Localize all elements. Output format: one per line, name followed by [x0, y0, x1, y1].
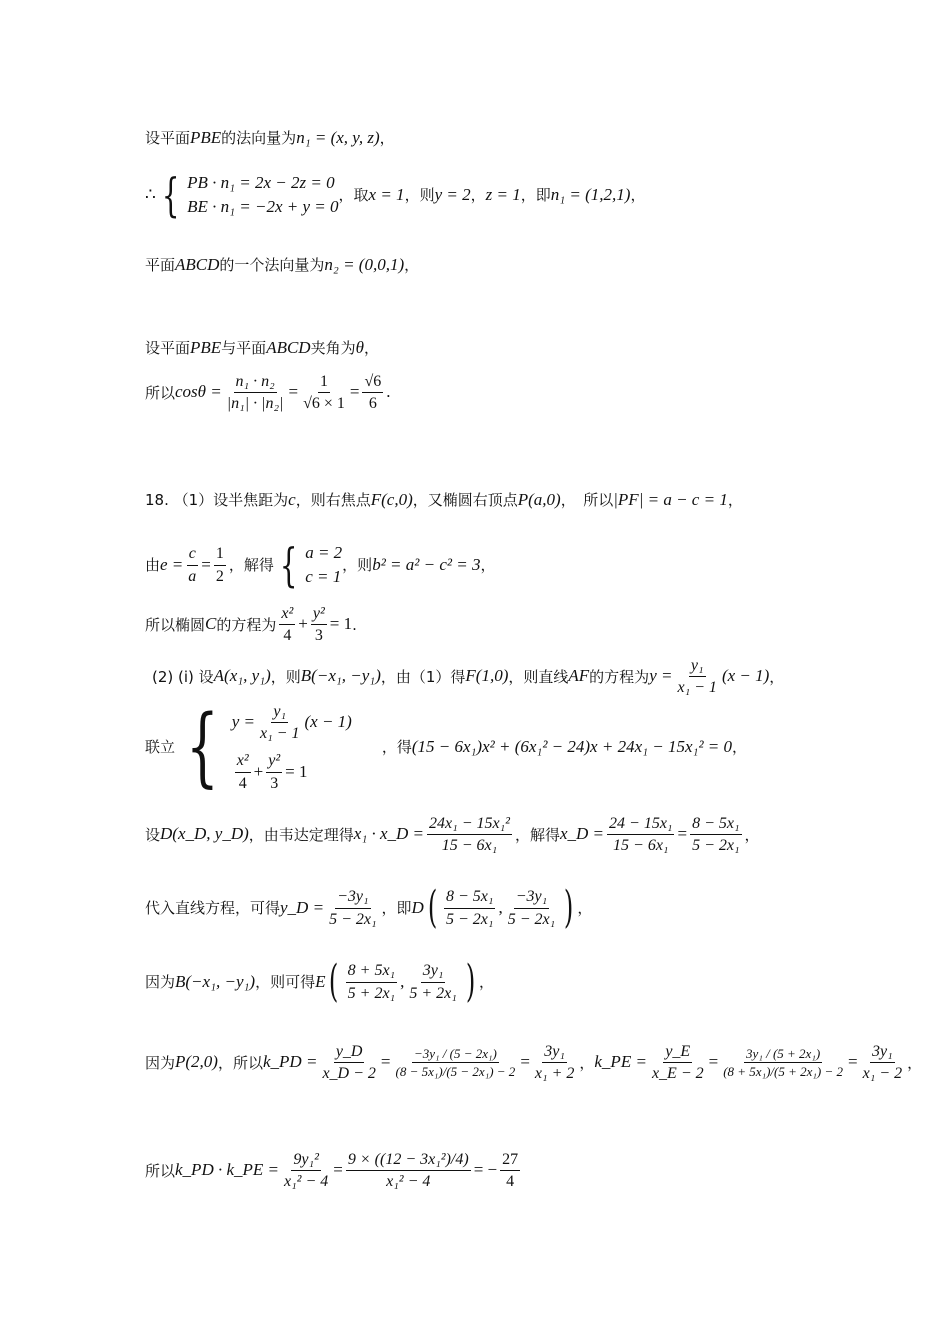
text: ，	[579, 1053, 595, 1072]
math: F(1,0)	[465, 666, 509, 686]
math: ABCD	[266, 338, 311, 357]
text: ，	[470, 186, 486, 204]
fraction: $\frac{y\_D}{x\_D - 2}$	[322, 1043, 376, 1083]
math: k_PD =	[263, 1052, 318, 1072]
math: E	[315, 971, 326, 991]
math: =	[349, 382, 360, 402]
text: 所以	[145, 1161, 176, 1180]
math: n₂ = (0,0,1)	[324, 255, 405, 274]
text: ， 所以	[560, 491, 614, 510]
fraction: $\frac{1}{√6 \times 1}$	[303, 373, 345, 413]
fraction: $\frac{y\_E}{x\_E - 2}$	[651, 1043, 704, 1083]
text: ，	[727, 491, 743, 510]
fraction: $\frac{\text{8 + 5x₁}}{\text{5 + 2x₁}}$	[347, 962, 396, 1002]
equation-system: y = $\frac{\text{y₁}}{\text{x₁ − 1}}$ (x − 1) $\frac{\text{x²}}{4}$ + $\frac{\text{y²}}{3}$ = 1	[231, 703, 352, 792]
fraction: $\frac{\text{y²}}{3}$	[312, 605, 325, 645]
left-paren: (	[427, 882, 438, 933]
line-cos-theta	[145, 372, 391, 413]
text: ，即	[381, 899, 412, 917]
text: ，取	[338, 186, 369, 204]
line-normal-vector-abcd	[145, 255, 419, 275]
math: +	[298, 614, 308, 634]
text: ，即	[520, 186, 551, 204]
math: x_D =	[559, 824, 605, 844]
fraction: $\frac{1}{2}$	[215, 545, 224, 585]
line-angle-theta	[145, 338, 379, 358]
text: ，所以	[217, 1053, 263, 1072]
math: ,	[498, 897, 503, 917]
fraction: $\frac{c}{a}$	[188, 545, 197, 585]
text: (2) (i) 设	[152, 667, 214, 686]
text: ，	[363, 339, 379, 358]
line-part2-setup	[152, 656, 784, 697]
text: 的方程为	[216, 615, 277, 634]
text: ，则	[342, 556, 373, 574]
text: ，得	[381, 738, 412, 757]
math: ,	[400, 971, 405, 991]
fraction: $\frac{\text{3y₁ / (5 + 2x₁)}}{\text{(8 + 5x₁)/(5 + 2x₁) − 2}}$	[723, 1045, 844, 1080]
math: D	[411, 897, 424, 917]
text: 平面	[145, 256, 176, 275]
math: b² = a² − c² = 3	[372, 554, 481, 574]
text: .	[352, 615, 357, 634]
text: ，则直线	[508, 667, 569, 686]
fraction: $\frac{\text{x²}}{4}$	[281, 605, 294, 645]
text: 联立	[145, 738, 176, 757]
text: ，又椭圆右顶点	[412, 491, 518, 510]
text: ，则可得	[255, 973, 316, 991]
math: D(x_D, y_D)	[160, 824, 249, 844]
fraction: $\frac{\text{24 − 15x₁}}{\text{15 − 6x₁}}$	[609, 815, 673, 855]
text: 的一个法向量为	[219, 256, 325, 275]
math: F(c,0)	[370, 490, 413, 509]
math: P(2,0)	[175, 1052, 218, 1072]
text: ，则右焦点	[295, 491, 371, 510]
math: =	[201, 554, 211, 574]
math: y =	[649, 666, 673, 686]
fraction: $\frac{\text{n₁ · n₂}}{\text{|n₁| · |n₂|}}$	[226, 373, 284, 413]
text: 由	[145, 556, 161, 574]
text: ，由韦达定理得	[248, 825, 354, 844]
text: 所以椭圆	[145, 615, 206, 634]
math: (15 − 6x₁)x² + (6x₁² − 24)x + 24x₁ − 15x₁² = 0	[411, 737, 733, 757]
text: ，则	[270, 667, 301, 686]
text: 18. （1）设半焦距为	[145, 491, 289, 510]
text: ，	[577, 899, 593, 917]
math: cosθ =	[175, 382, 222, 402]
math: θ	[355, 338, 364, 357]
math: =	[848, 1052, 858, 1072]
text: ，	[480, 556, 496, 574]
text: ，	[907, 1053, 923, 1072]
text: 夹角为	[310, 339, 356, 358]
left-brace: {	[185, 697, 219, 798]
fraction: $\frac{\text{3y₁}}{\text{x₁ − 2}}$	[862, 1043, 903, 1083]
math: y_D =	[280, 897, 325, 917]
math: e =	[160, 554, 184, 574]
left-brace: {	[279, 538, 298, 592]
line-vieta	[145, 814, 760, 855]
right-paren: )	[564, 882, 574, 933]
line-eccentricity	[145, 538, 496, 592]
line-point-d	[145, 882, 593, 933]
fraction: $\frac{\text{8 − 5x₁}}{\text{5 − 2x₁}}$	[692, 815, 740, 855]
line-system-normal	[145, 168, 646, 222]
math: c	[288, 490, 296, 509]
fraction: $\frac{\text{3y₁}}{\text{x₁ + 2}}$	[534, 1043, 575, 1083]
math: C	[205, 614, 217, 634]
fraction: $\frac{\text{9 × ((12 − 3x₁²)/4)}}{\text{x₁² − 4}}$	[347, 1151, 469, 1191]
text: 设	[145, 825, 161, 844]
text: 代入直线方程，可得	[145, 899, 281, 917]
left-paren: (	[329, 956, 339, 1007]
fraction: $\frac{\text{24x₁ − 15x₁²}}{\text{15 − 6x₁}}$	[429, 815, 510, 855]
text: 所以	[145, 383, 176, 402]
math: B(−x₁, −y₁)	[300, 666, 381, 686]
equation-system: a = 2 c = 1	[305, 542, 343, 586]
fraction: $\frac{\text{8 − 5x₁}}{\text{5 − 2x₁}}$	[446, 888, 494, 928]
text: 设平面	[145, 339, 191, 358]
fraction: $\frac{\text{−3y₁ / (5 − 2x₁)}}{\text{(8 − 5x₁)/(5 − 2x₁) − 2}}$	[395, 1045, 516, 1080]
math: x₁ · x_D =	[353, 824, 425, 844]
fraction: $\frac{\text{3y₁}}{\text{5 + 2x₁}}$	[409, 962, 457, 1002]
fraction: $\frac{\text{y₁}}{\text{x₁ − 1}}$	[677, 657, 717, 697]
math: k_PD · k_PE =	[175, 1160, 280, 1180]
math: (x − 1)	[721, 666, 770, 686]
math: |PF| = a − c = 1	[613, 490, 728, 509]
math: = −	[473, 1160, 498, 1180]
math: =	[708, 1052, 719, 1072]
line-slopes	[145, 1042, 922, 1083]
fraction: $\frac{\text{9y₁²}}{\text{x₁² − 4}}$	[284, 1151, 329, 1191]
math: .	[386, 382, 391, 402]
math: P(a,0)	[517, 490, 561, 509]
line-point-e	[145, 956, 495, 1007]
text: ，	[379, 129, 395, 148]
math: PBE	[190, 338, 222, 357]
math: = 1	[329, 614, 353, 634]
text: ，	[769, 667, 785, 686]
math: n₁ = (x, y, z)	[296, 128, 380, 147]
text: ，解得	[228, 556, 274, 574]
math: PBE	[190, 128, 222, 147]
text: 与平面	[221, 339, 267, 358]
equation-system	[187, 173, 338, 218]
text: ，则	[404, 186, 435, 204]
left-brace: {	[161, 168, 180, 222]
text: ，	[630, 186, 646, 204]
math: z = 1	[485, 184, 521, 204]
math: ABCD	[175, 255, 220, 274]
therefore-symbol: ∴	[145, 184, 156, 204]
fraction: $\frac{27}{4}$	[502, 1151, 519, 1191]
math: =	[520, 1052, 530, 1072]
text: 的法向量为	[221, 129, 297, 148]
math: =	[380, 1052, 391, 1072]
line-slope-product	[145, 1150, 523, 1191]
text: ，	[404, 256, 420, 275]
text: 设平面	[145, 129, 191, 148]
right-paren: )	[465, 956, 476, 1007]
fraction: $\frac{√6}{6}$	[364, 373, 382, 413]
text: ，由（1）得	[380, 667, 466, 686]
fraction: $\frac{\text{−3y₁}}{\text{5 − 2x₁}}$	[329, 888, 377, 928]
text: 的方程为	[589, 667, 650, 686]
math: B(−x₁, −y₁)	[175, 971, 256, 991]
math: k_PE =	[594, 1052, 647, 1072]
equation: BE · n₁ = −2x + y = 0	[187, 197, 339, 216]
line-ellipse-equation	[145, 604, 357, 645]
text: ，	[744, 825, 760, 844]
math: =	[288, 382, 299, 402]
math: y = 2	[434, 184, 471, 204]
math: AF	[568, 666, 590, 686]
line-simultaneous	[145, 697, 748, 798]
text: ，解得	[514, 825, 560, 844]
line-normal-vector-pbe	[145, 128, 395, 148]
text: ，	[479, 973, 495, 991]
math: x = 1	[368, 184, 405, 204]
text: 因为	[145, 1053, 176, 1072]
math: n₁ = (1,2,1)	[550, 184, 631, 204]
fraction: $\frac{\text{−3y₁}}{\text{5 − 2x₁}}$	[507, 888, 556, 928]
math: A(x₁, y₁)	[213, 666, 271, 686]
line-q18-part1	[145, 490, 743, 510]
math: =	[677, 824, 688, 844]
equation: PB · n₁ = 2x − 2z = 0	[187, 172, 335, 192]
math: =	[333, 1160, 343, 1180]
text: 因为	[145, 973, 176, 991]
text: ，	[732, 738, 748, 757]
